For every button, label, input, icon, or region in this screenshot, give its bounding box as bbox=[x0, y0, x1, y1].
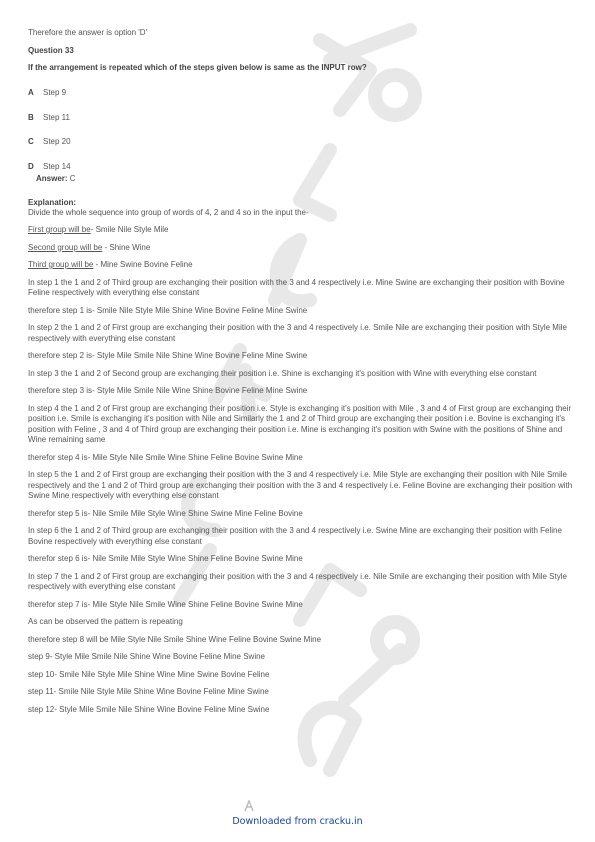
option-text: Step 9 bbox=[43, 88, 67, 97]
option-text: Step 11 bbox=[43, 112, 70, 122]
explanation-paragraph: step 11- Smile Nile Style Mile Shine Wine Bovine Feline Mine Swine bbox=[28, 687, 269, 696]
question-title: Question 33 bbox=[28, 46, 74, 55]
explanation-paragraph: step 9- Style Mile Smile Nile Shine Wine Bovine Feline Mine Swine bbox=[28, 652, 265, 661]
group-line bbox=[28, 225, 573, 236]
option-text: Step 20 bbox=[43, 137, 71, 146]
explanation-paragraph: step 12- Style Mile Smile Nile Shine Wine Bovine Feline Mine Swine bbox=[28, 704, 270, 714]
explanation-paragraph: In step 3 the 1 and 2 of Second group are exchanging their position i.e. Shine is exchanging it's position with Wine with everything else constant bbox=[28, 368, 537, 378]
explanation-paragraph: therefor step 5 is- Nile Smile Mile Style Wine Shine Swine Mine Feline Bovine bbox=[28, 508, 303, 518]
group-label: Second group will be bbox=[28, 242, 103, 252]
answer-line bbox=[36, 174, 573, 184]
group-line bbox=[28, 260, 573, 271]
explanation-paragraph: In step 5 the 1 and 2 of First group are exchanging their position with the 3 and 4 respectively i.e. Mile Style are exchanging their position with Nile Smile respectively and the 1 and 2 of Third group are exchanging their position with the 3 and 4 respectively i.e. Feline Bovine are exchanging their position with Swine Mine respectively with everything else constant bbox=[28, 470, 573, 500]
previous-answer-text: Therefore the answer is option 'D' bbox=[28, 28, 148, 37]
question-text: If the arrangement is repeated which of the steps given below is same as the INPUT row? bbox=[28, 63, 367, 72]
group-value: - Smile Nile Style Mile bbox=[90, 225, 169, 234]
explanation-label: Explanation: bbox=[28, 198, 77, 207]
group-label: First group will be bbox=[28, 225, 91, 234]
document-content bbox=[28, 28, 573, 715]
explanation-paragraph: As can be observed the pattern is repeating bbox=[28, 617, 183, 626]
explanation-intro: Divide the whole sequence into group of words of 4, 2 and 4 so in the input the- bbox=[28, 208, 309, 217]
explanation-paragraph: therefore step 8 will be Mile Style Nile Smile Shine Wine Feline Bovine Swine Mine bbox=[28, 634, 322, 644]
group-label: Third group will be bbox=[28, 260, 94, 269]
explanation-paragraph: In step 4 the 1 and 2 of First group are exchanging their position i.e. Style is exchanging it's position with Mile , 3 and 4 of First group are exchanging their position i.e. Smile is exchanging it's position with Nile and Similarly the 1 and 2 of Third group are exchanging their position i.e. Bovine is exchanging it's position with Feline , 3 and 4 of Third group are exchanging their position i.e. Mine is exchanging it's position with Swine with the positions of Shine and Wine remaining same bbox=[28, 403, 572, 444]
explanation-paragraph: In step 1 the 1 and 2 of Third group are exchanging their position with the 3 and 4 respectively i.e. Mine Swine are exchanging their position with Bovine Feline respectively with everything else constant bbox=[28, 277, 565, 297]
explanation-paragraph: In step 2 the 1 and 2 of First group are exchanging their position with the 3 and 4 respectively i.e. Smile Nile are exchanging their position with Style Mile respectively with everything else constant bbox=[28, 323, 567, 343]
group-line bbox=[28, 243, 573, 254]
option-text: Step 14 bbox=[43, 161, 71, 171]
option-letter: B bbox=[28, 112, 34, 122]
option-a[interactable] bbox=[28, 87, 573, 99]
explanation-paragraph: therefor step 6 is- Nile Smile Mile Style Wine Shine Feline Bovine Swine Mine bbox=[28, 554, 303, 563]
explanation-paragraph: therefore step 2 is- Style Mile Smile Nile Shine Wine Bovine Feline Mine Swine bbox=[28, 351, 308, 360]
group-value: - Mine Swine Bovine Feline bbox=[93, 260, 193, 269]
option-b[interactable] bbox=[28, 112, 573, 124]
option-d[interactable] bbox=[28, 161, 573, 173]
answer-value: C bbox=[69, 174, 76, 183]
option-letter: D bbox=[28, 161, 34, 171]
option-letter: C bbox=[28, 137, 34, 146]
explanation-paragraph: therefore step 1 is- Smile Nile Style Mile Shine Wine Bovine Feline Mine Swine bbox=[28, 305, 308, 315]
options-list bbox=[28, 87, 573, 173]
group-value: - Shine Wine bbox=[102, 242, 151, 252]
footer-download-link[interactable]: Downloaded from cracku.in bbox=[232, 816, 363, 827]
explanation-paragraph: therefore step 3 is- Style Mile Smile Nile Wine Shine Bovine Feline Mine Swine bbox=[28, 386, 308, 395]
cracku-small-logo-icon bbox=[244, 800, 254, 812]
option-c[interactable] bbox=[28, 136, 573, 148]
option-letter: A bbox=[28, 88, 34, 97]
explanation-paragraph: therefor step 7 is- Mile Style Nile Smile Wine Shine Feline Bovine Swine Mine bbox=[28, 599, 303, 609]
explanation-paragraph: step 10- Smile Nile Style Mile Shine Wine Mine Swine Bovine Feline bbox=[28, 669, 270, 679]
explanation-paragraph: In step 7 the 1 and 2 of First group are exchanging their position with the 3 and 4 respectively i.e. Nile Smile are exchanging their position with Mile Style respectively with everything else constant bbox=[28, 571, 567, 591]
answer-label: Answer: bbox=[36, 174, 68, 183]
explanation-paragraph: therefor step 4 is- Mile Style Nile Smile Wine Shine Feline Bovine Swine Mine bbox=[28, 452, 303, 462]
explanation-paragraph: In step 6 the 1 and 2 of Third group are exchanging their position with the 3 and 4 respectively i.e. Swine Mine are exchanging their position with Feline Bovine respectively with everything else constant bbox=[28, 526, 562, 546]
